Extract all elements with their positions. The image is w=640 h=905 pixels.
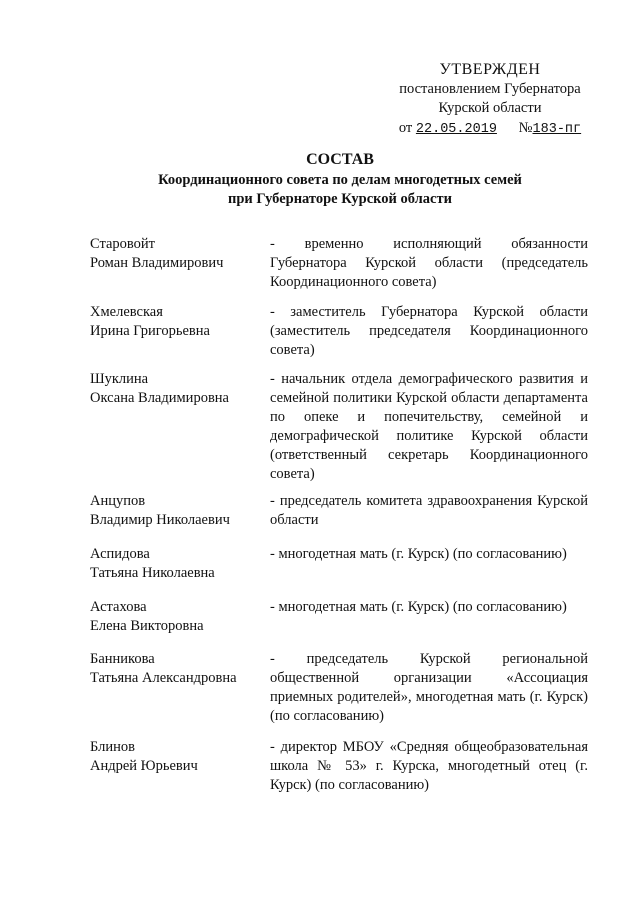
member-given-names: Татьяна Николаевна <box>90 565 215 581</box>
member-name <box>90 545 260 583</box>
member-surname: Блинов <box>90 739 135 755</box>
member-given-names: Ирина Григорьевна <box>90 323 210 339</box>
member-given-names: Андрей Юрьевич <box>90 758 198 774</box>
member-name <box>90 650 260 688</box>
member-surname: Анцупов <box>90 493 146 509</box>
approval-line-2: Курской области <box>438 100 542 116</box>
approval-block <box>380 60 600 139</box>
member-role: - председатель комитета здравоохранения Курской области <box>270 493 588 528</box>
member-given-names: Оксана Владимировна <box>90 390 229 406</box>
member-role: - заместитель Губернатора Курской области (заместитель председателя Координационного совета) <box>270 304 588 358</box>
member-surname: Хмелевская <box>90 304 163 320</box>
member-name <box>90 235 260 273</box>
approval-title: УТВЕРЖДЕН <box>439 61 541 78</box>
document-subtitle-line-2: при Губернаторе Курской области <box>228 191 452 207</box>
document-title: СОСТАВ <box>306 151 374 168</box>
member-name <box>90 370 260 408</box>
member-given-names: Елена Викторовна <box>90 618 204 634</box>
approval-date-line <box>380 119 600 139</box>
member-role: - многодетная мать (г. Курск) (по согласованию) <box>270 599 567 615</box>
member-role: - директор МБОУ «Средняя общеобразовательная школа № 53» г. Курска, многодетный отец (г. Курск) (по согласованию) <box>270 739 588 793</box>
approval-date: 22.05.2019 <box>415 122 497 137</box>
member-name <box>90 738 260 776</box>
member-role: - временно исполняющий обязанности Губернатора Курской области (председатель Координационного совета) <box>270 236 588 290</box>
member-given-names: Татьяна Александровна <box>90 670 237 686</box>
member-name <box>90 492 260 530</box>
member-given-names: Владимир Николаевич <box>90 512 230 528</box>
document-heading <box>90 150 590 209</box>
member-role: - председатель Курской региональной общественной организации «Ассоциация приемных родителей», многодетная мать (г. Курск) (по согласованию) <box>270 651 588 724</box>
member-role: - многодетная мать (г. Курск) (по согласованию) <box>270 546 567 562</box>
document-subtitle-line-1: Координационного совета по делам многодетных семей <box>158 172 522 188</box>
member-name <box>90 303 260 341</box>
member-surname: Аспидова <box>90 546 150 562</box>
member-surname: Банникова <box>90 651 155 667</box>
date-prefix: от <box>398 120 413 136</box>
member-given-names: Роман Владимирович <box>90 255 224 271</box>
member-surname: Старовойт <box>90 236 156 252</box>
number-prefix: № <box>518 120 533 136</box>
approval-number: 183-пг <box>532 122 582 137</box>
member-surname: Шуклина <box>90 371 149 387</box>
member-role: - начальник отдела демографического развития и семейной политики Курской области департамента по опеке и попечительству, семейной и демографической политике Курской области (ответственный секретарь Координационного совета) <box>270 371 588 482</box>
member-name <box>90 598 260 636</box>
approval-line-1: постановлением Губернатора <box>399 81 581 97</box>
member-surname: Астахова <box>90 599 147 615</box>
